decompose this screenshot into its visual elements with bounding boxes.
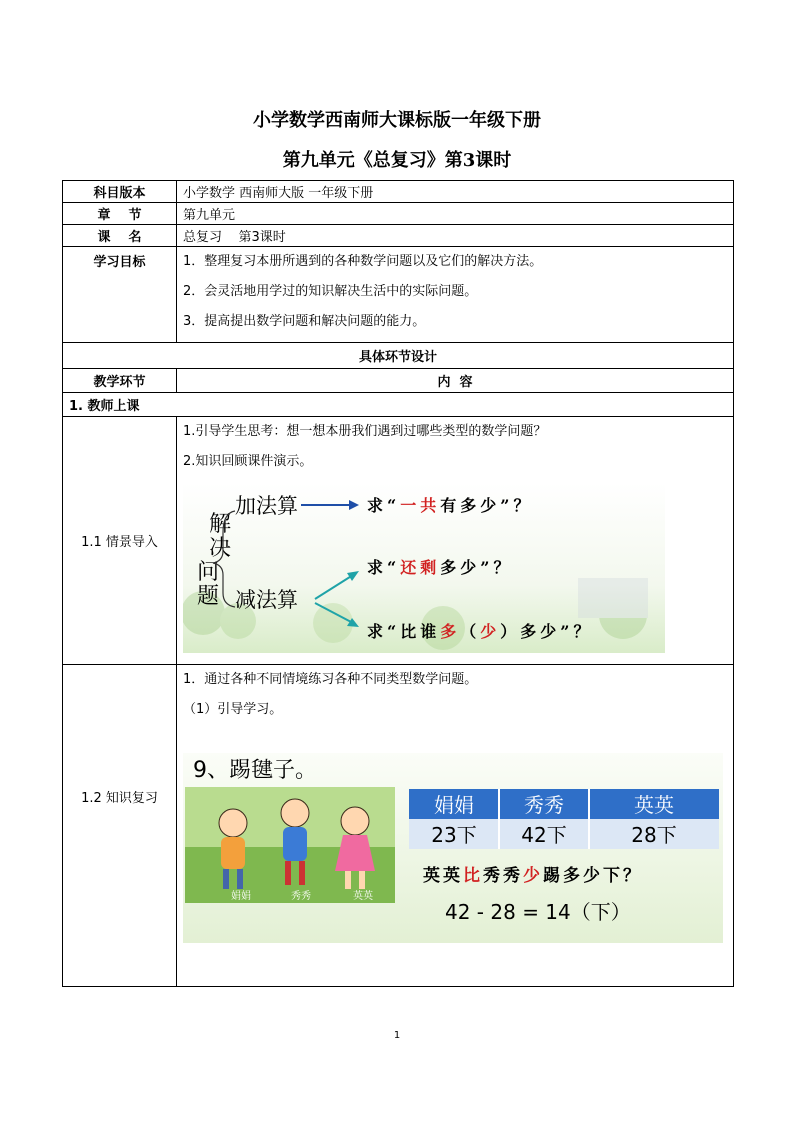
row-design-header: [63, 343, 734, 369]
scene-question: 英英比秀秀少踢多少下？: [423, 866, 643, 886]
score-table: [409, 789, 719, 849]
score-cell: 23下: [431, 823, 477, 847]
design-header: 具体环节设计: [63, 343, 734, 369]
lesson-value: 总复习 第3课时: [177, 225, 734, 247]
score-cell: 28下: [631, 823, 677, 847]
root-char: 解: [209, 512, 232, 537]
section-heading: 1. 教师上课: [63, 393, 734, 417]
sub2-line: 1．通过各种不同情境练习各种不同类型数学问题。: [183, 672, 478, 687]
sub1-line: 1.引导学生思考：想一想本册我们遇到过哪些类型的数学问题？: [183, 424, 547, 439]
chapter-value: 第九单元: [177, 203, 734, 225]
content-header: 内 容: [177, 369, 734, 393]
score-header: 秀秀: [524, 793, 564, 817]
question-total: 求“一共有多少”？: [367, 496, 534, 515]
row-subject: [63, 181, 734, 203]
scene-heading: 9、踢毽子。: [193, 758, 317, 783]
lesson-label: 课 名: [63, 225, 177, 247]
sub1-line: 2.知识回顾课件演示。: [183, 454, 313, 469]
row-section1: [63, 393, 734, 417]
goal-item: 3．提高提出数学问题和解决问题的能力。: [183, 314, 426, 329]
doc-title: 小学数学西南师大课标版一年级下册: [253, 110, 541, 131]
doc-subtitle: 第九单元《总复习》第3课时: [282, 150, 512, 171]
subtraction-branch: 减法算: [235, 588, 298, 612]
score-header: 英英: [634, 793, 674, 817]
goals-label: 学习目标: [63, 247, 177, 343]
sub2-label: 1.2 知识复习: [63, 665, 177, 987]
goal-item: 1．整理复习本册所遇到的各种数学问题以及它们的解决方法。: [183, 254, 543, 269]
page-number: 1: [393, 1030, 401, 1041]
root-char: 题: [197, 584, 220, 609]
row-column-headers: [63, 369, 734, 393]
row-goals: [63, 247, 734, 343]
scene-svg: [183, 753, 723, 943]
question-compare: 求“比谁多（少）多少”？: [367, 622, 594, 641]
chapter-label: 章 节: [63, 203, 177, 225]
row-chapter: [63, 203, 734, 225]
root-char: 决: [209, 536, 232, 561]
question-remain: 求“还剩多少”？: [367, 558, 514, 577]
stage-header: 教学环节: [63, 369, 177, 393]
subject-value: 小学数学 西南师大版 一年级下册: [177, 181, 734, 203]
subject-label: 科目版本: [63, 181, 177, 203]
problem-types-diagram: [183, 483, 665, 653]
diagram-svg: [183, 483, 665, 653]
score-cell: 42下: [521, 823, 567, 847]
lesson-plan-table: [62, 180, 734, 987]
kid-label: 娟娟: [231, 891, 251, 902]
row-lesson: [63, 225, 734, 247]
shuttlecock-scene: [183, 753, 723, 943]
row-sub1: [63, 417, 734, 665]
row-sub2: [63, 665, 734, 987]
score-header: 娟娟: [434, 793, 474, 817]
sub2-line: （1）引导学习。: [183, 702, 283, 717]
kid-label: 秀秀: [291, 891, 311, 902]
equation: 42 - 28 = 14（下）: [445, 900, 631, 924]
sub1-label: 1.1 情景导入: [63, 417, 177, 665]
kid-label: 英英: [353, 891, 373, 902]
goal-item: 2．会灵活地用学过的知识解决生活中的实际问题。: [183, 284, 478, 299]
addition-branch: 加法算: [235, 494, 298, 518]
root-char: 问: [197, 560, 220, 585]
